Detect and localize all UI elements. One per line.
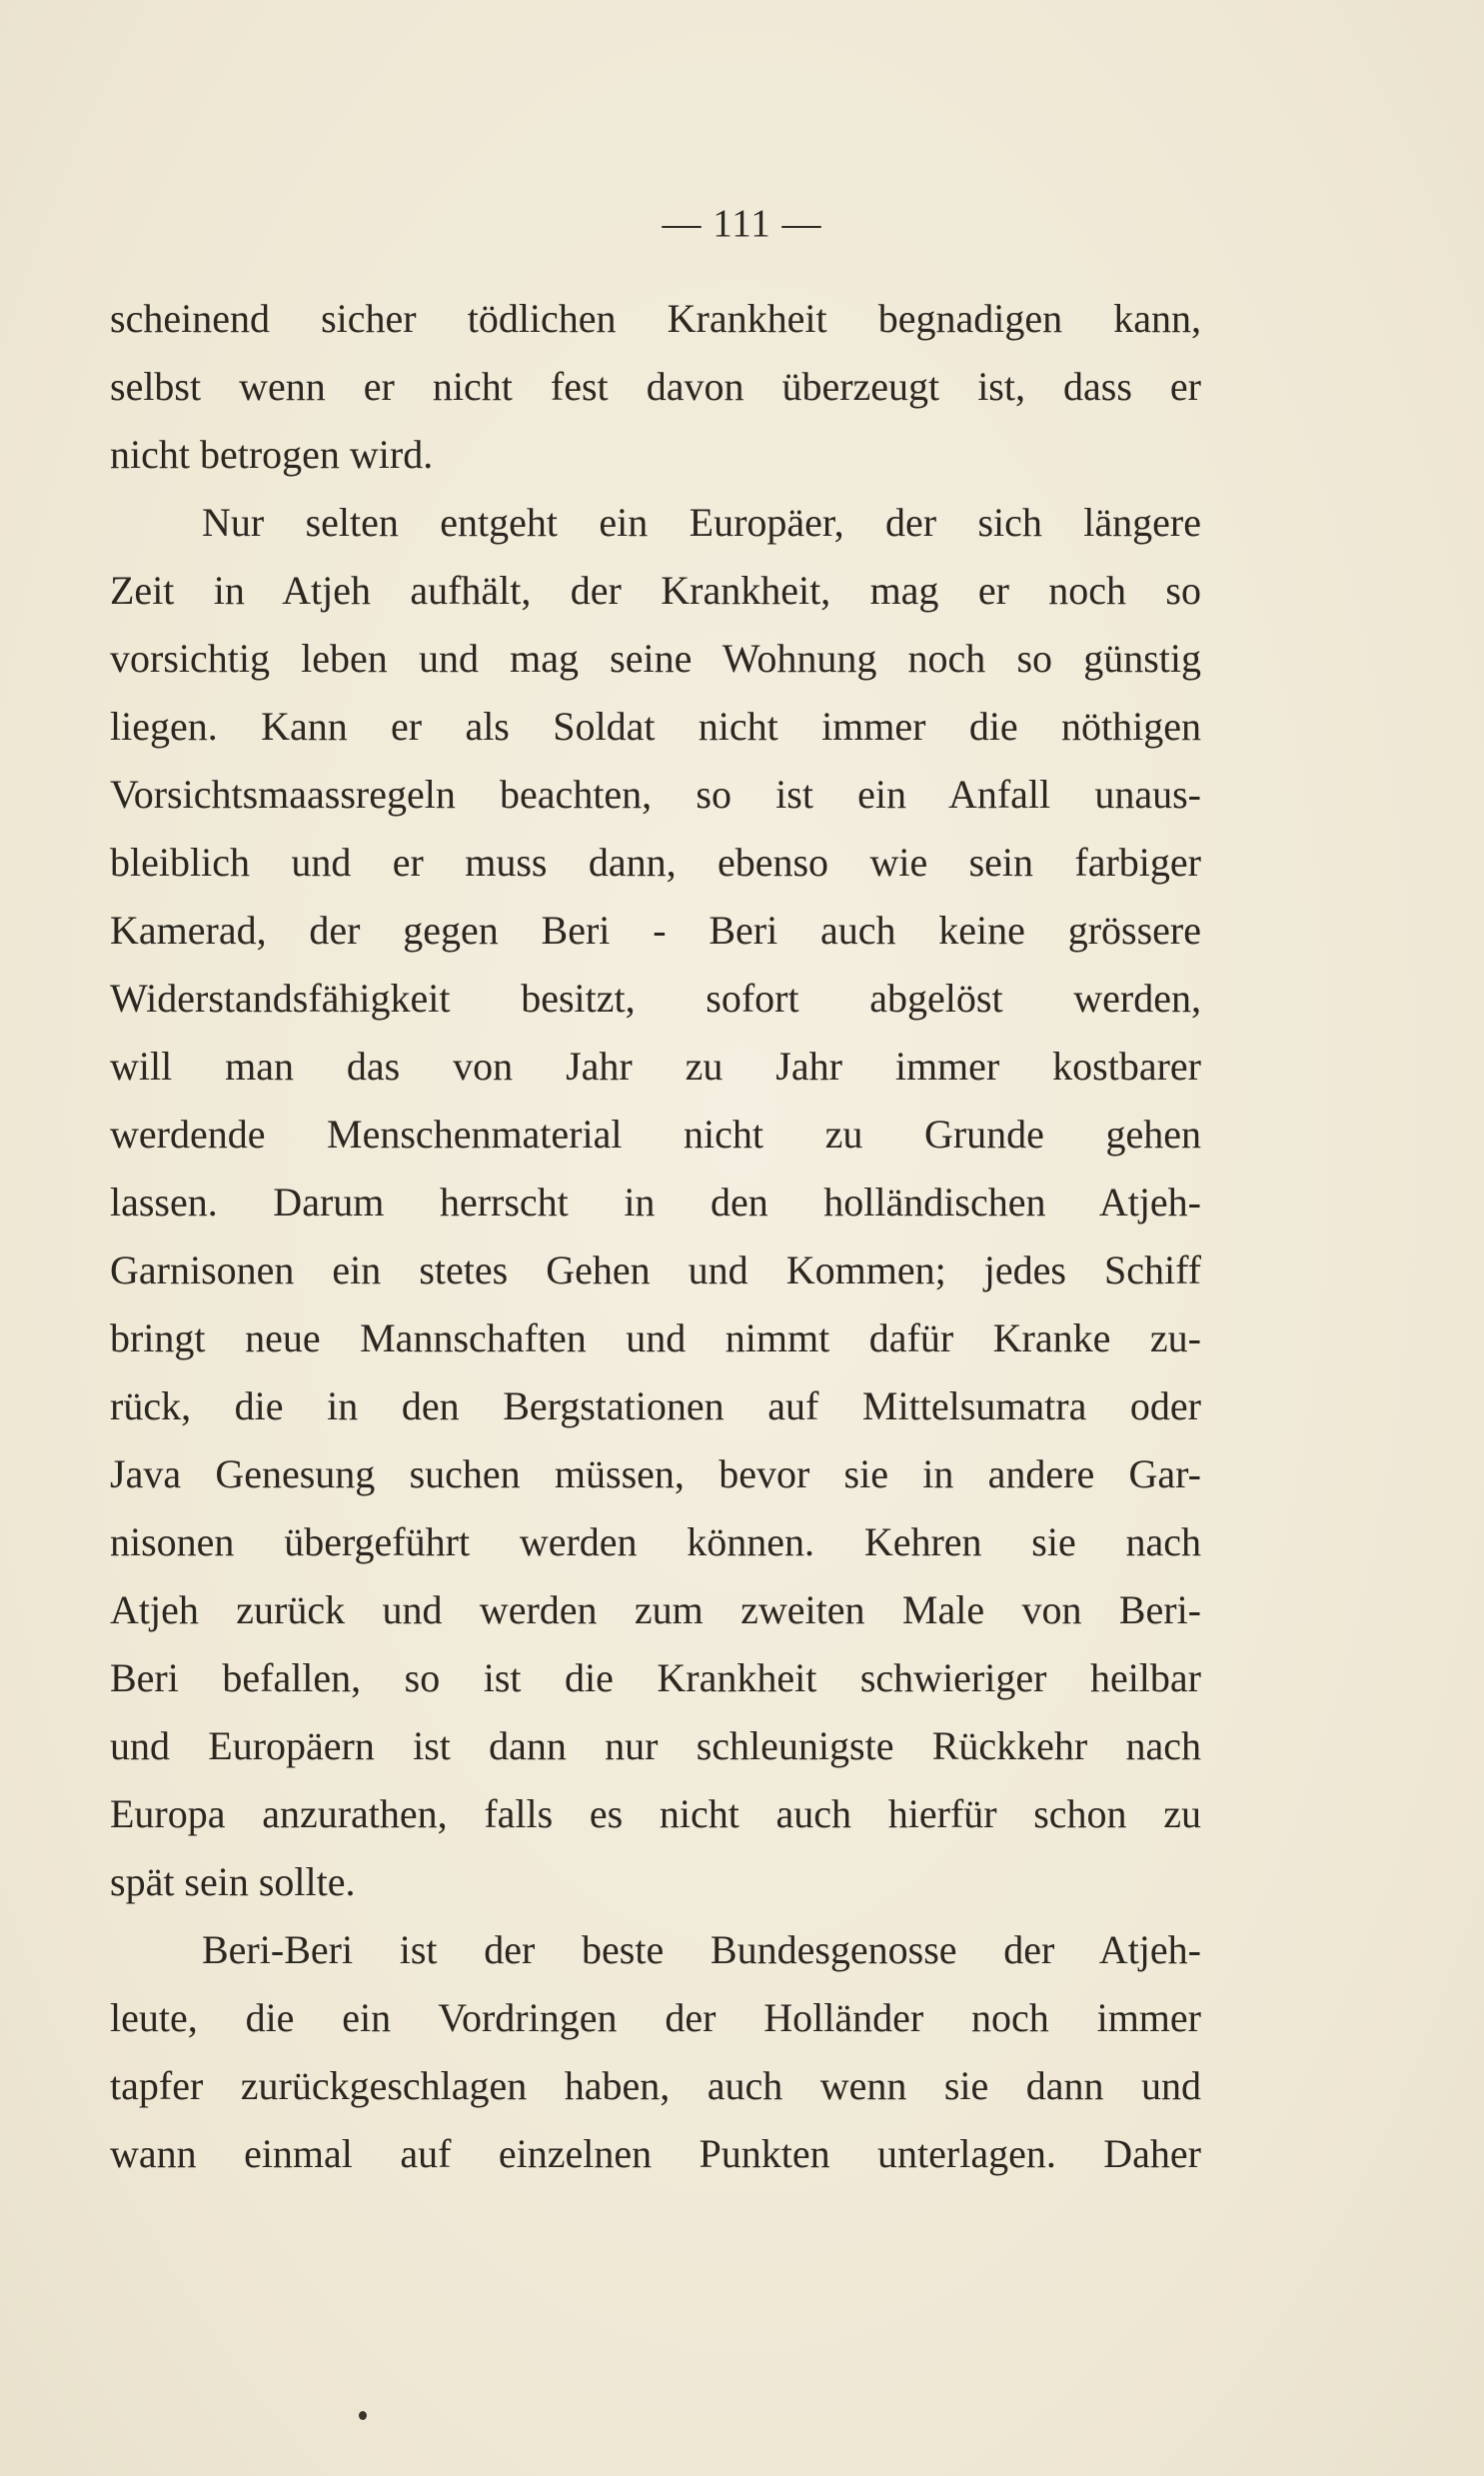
text-line: selbst wenn er nicht fest davon überzeugt ist, dass er bbox=[110, 364, 1201, 409]
text-line: bleiblich und er muss dann, ebenso wie sein farbiger bbox=[110, 840, 1201, 885]
body-text bbox=[110, 285, 1201, 2188]
text-line: Zeit in Atjeh aufhält, der Krankheit, mag er noch so bbox=[110, 568, 1201, 613]
text-line: nicht betrogen wird. bbox=[110, 432, 434, 477]
text-line: lassen. Darum herrscht in den holländischen Atjeh- bbox=[110, 1180, 1201, 1225]
text-line: bringt neue Mannschaften und nimmt dafür Kranke zu- bbox=[110, 1315, 1201, 1360]
text-line: werdende Menschenmaterial nicht zu Grunde gehen bbox=[110, 1112, 1201, 1157]
text-line: nisonen übergeführt werden können. Kehren sie nach bbox=[110, 1519, 1201, 1564]
text-line: rück, die in den Bergstationen auf Mittelsumatra oder bbox=[110, 1383, 1201, 1428]
text-line: leute, die ein Vordringen der Holländer noch immer bbox=[110, 1995, 1201, 2040]
text-line: Java Genesung suchen müssen, bevor sie in andere Gar- bbox=[110, 1451, 1201, 1496]
text-line: will man das von Jahr zu Jahr immer kostbarer bbox=[110, 1044, 1201, 1089]
text-line: vorsichtig leben und mag seine Wohnung noch so günstig bbox=[110, 636, 1201, 681]
paper-speck bbox=[359, 2411, 367, 2420]
text-line: Widerstandsfähigkeit besitzt, sofort abgelöst werden, bbox=[110, 976, 1201, 1021]
text-line: Kamerad, der gegen Beri - Beri auch keine grössere bbox=[110, 908, 1201, 953]
text-line: Nur selten entgeht ein Europäer, der sich längere bbox=[202, 500, 1201, 545]
text-line: Garnisonen ein stetes Gehen und Kommen; jedes Schiff bbox=[110, 1247, 1201, 1292]
text-line: scheinend sicher tödlichen Krankheit begnadigen kann, bbox=[110, 296, 1201, 341]
text-line: Vorsichtsmaassregeln beachten, so ist ein Anfall unaus- bbox=[110, 772, 1201, 817]
text-line: liegen. Kann er als Soldat nicht immer die nöthigen bbox=[110, 704, 1201, 749]
text-line: tapfer zurückgeschlagen haben, auch wenn sie dann und bbox=[110, 2063, 1201, 2108]
text-line: Beri befallen, so ist die Krankheit schwieriger heilbar bbox=[110, 1655, 1201, 1700]
text-line: Atjeh zurück und werden zum zweiten Male von Beri- bbox=[110, 1587, 1201, 1632]
text-line: Beri-Beri ist der beste Bundesgenosse der Atjeh- bbox=[202, 1927, 1201, 1972]
text-line: und Europäern ist dann nur schleunigste Rückkehr nach bbox=[110, 1723, 1201, 1768]
text-line: wann einmal auf einzelnen Punkten unterlagen. Daher bbox=[110, 2131, 1201, 2176]
page-number: — 111 — bbox=[662, 202, 822, 245]
text-line: Europa anzurathen, falls es nicht auch hierfür schon zu bbox=[110, 1791, 1201, 1836]
text-line: spät sein sollte. bbox=[110, 1859, 356, 1904]
